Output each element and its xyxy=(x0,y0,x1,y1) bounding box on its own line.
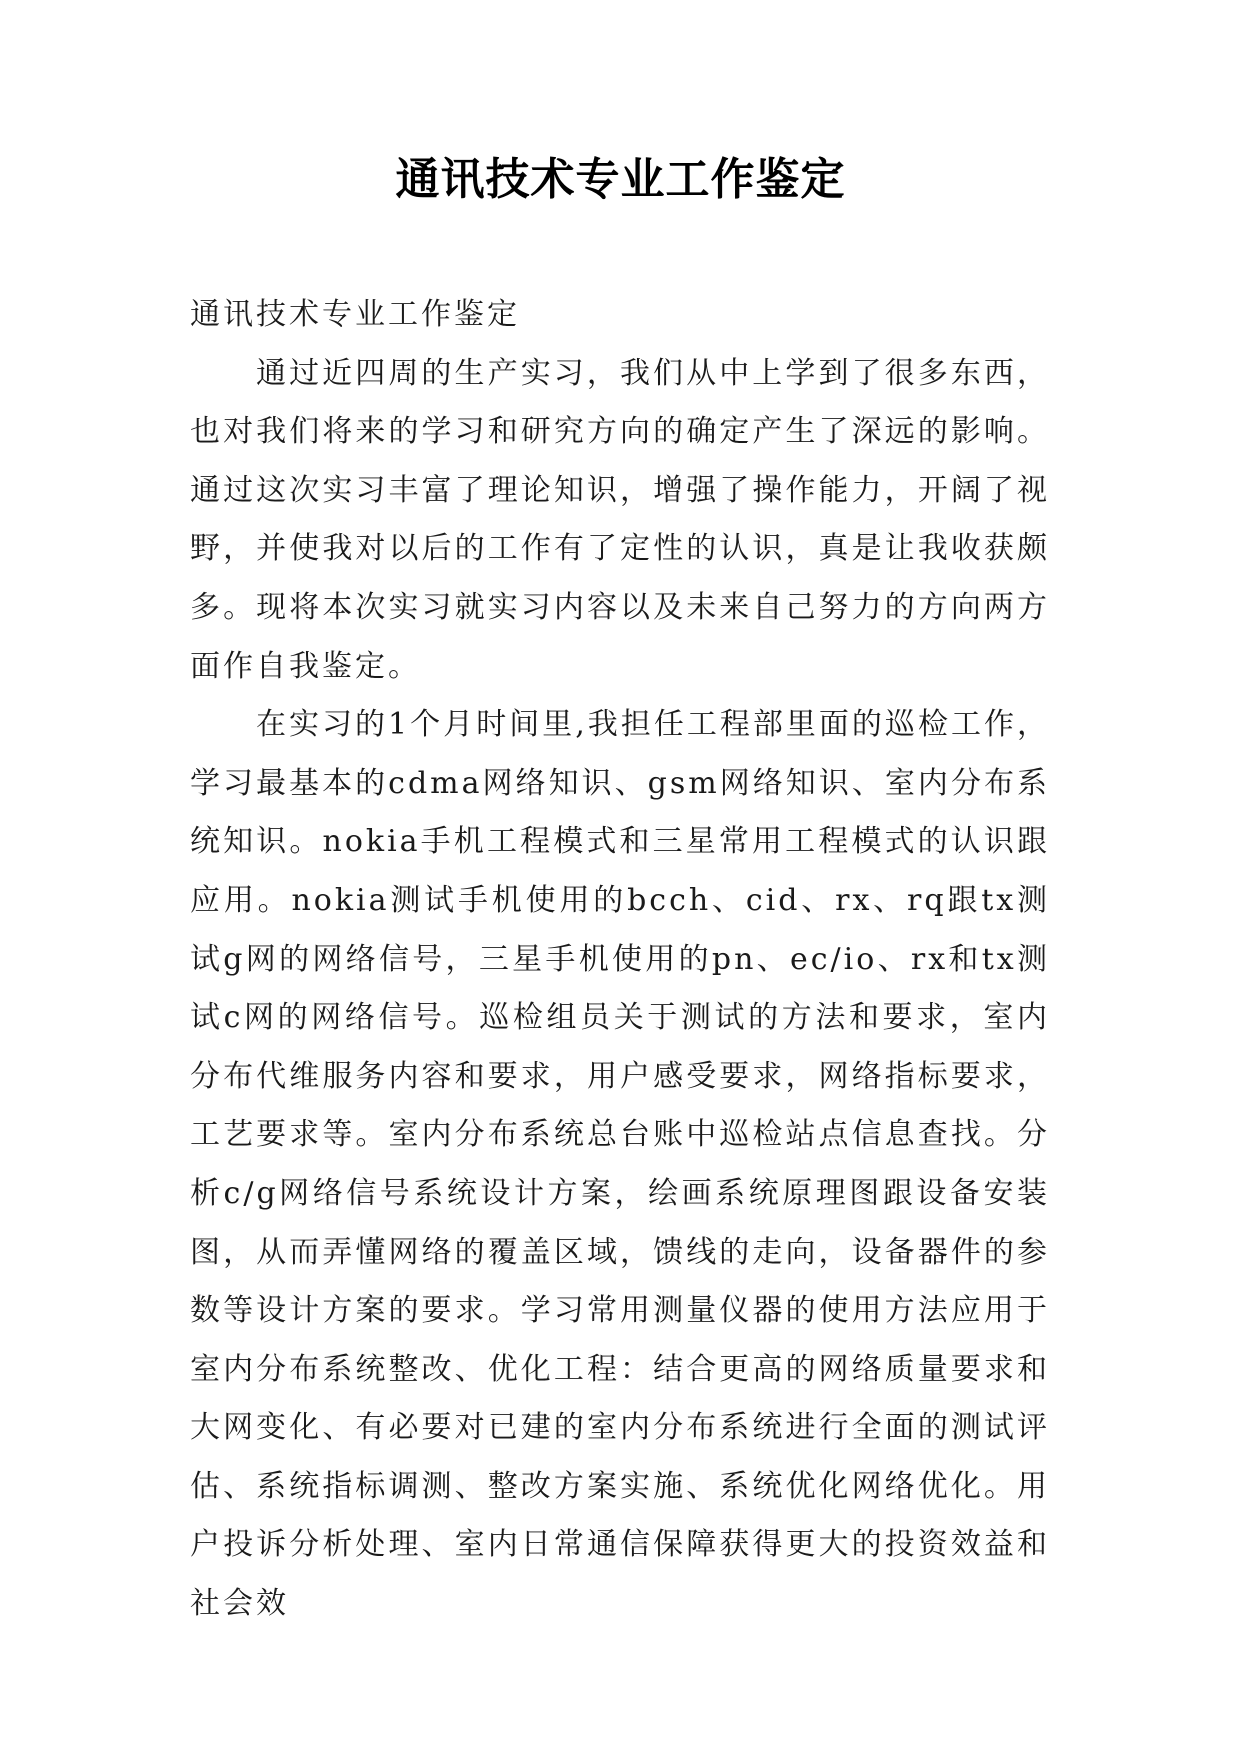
paragraph-1: 通过近四周的生产实习，我们从中上学到了很多东西，也对我们将来的学习和研究方向的确定产生了深远的影响。通过这次实习丰富了理论知识，增强了操作能力，开阔了视野，并使我对以后的工作有了定性的认识，真是让我收获颇多。现将本次实习就实习内容以及未来自己努力的方向两方面作自我鉴定。 xyxy=(190,355,1050,684)
document-body xyxy=(190,286,1050,1634)
document-title: 通讯技术专业工作鉴定 xyxy=(395,154,846,205)
document-subtitle: 通讯技术专业工作鉴定 xyxy=(190,297,520,332)
paragraph-2: 在实习的1个月时间里,我担任工程部里面的巡检工作，学习最基本的cdma网络知识、gsm网络知识、室内分布系统知识。nokia手机工程模式和三星常用工程模式的认识跟应用。nokia测试手机使用的bcch、cid、rx、rq跟tx测试g网的网络信号，三星手机使用的pn、ec/io、rx和tx测试c网的网络信号。巡检组员关于测试的方法和要求，室内分布代维服务内容和要求，用户感受要求，网络指标要求，工艺要求等。室内分布系统总台账中巡检站点信息查找。分析c/g网络信号系统设计方案，绘画系统原理图跟设备安装图，从而弄懂网络的覆盖区域，馈线的走向，设备器件的参数等设计方案的要求。学习常用测量仪器的使用方法应用于室内分布系统整改、优化工程：结合更高的网络质量要求和大网变化、有必要对已建的室内分布系统进行全面的测试评估、系统指标调测、整改方案实施、系统优化网络优化。用户投诉分析处理、室内日常通信保障获得更大的投资效益和社会效 xyxy=(190,707,1050,1622)
